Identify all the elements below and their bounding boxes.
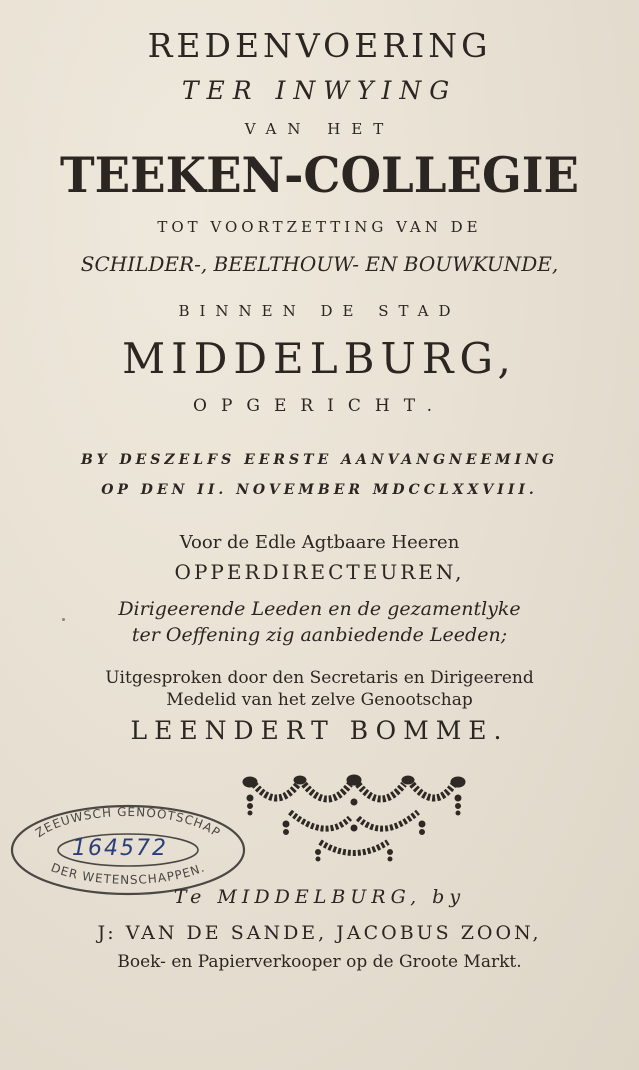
- title-ter-inwying: TER INWYING: [181, 76, 458, 105]
- imprint-bookseller: Boek- en Papierverkooper op de Groote Markt.: [117, 952, 522, 972]
- dedication-line-3: Dirigeerende Leeden en de gezamentlyke: [118, 598, 521, 620]
- imprint-printer: J: VAN DE SANDE, JACOBUS ZOON,: [97, 922, 542, 944]
- stamp-bottom-text: DER WETENSCHAPPEN.: [49, 860, 207, 887]
- title-date: OP DEN II. NOVEMBER MDCCLXXVIII.: [101, 482, 538, 498]
- dedication-line-4: ter Oeffening zig aanbiedende Leeden;: [131, 624, 508, 646]
- title-kunsten: SCHILDER-, BEELTHOUW- EN BOUWKUNDE,: [80, 252, 559, 276]
- svg-text:DER WETENSCHAPPEN.: [49, 860, 207, 887]
- speaker-line-2: Medelid van het zelve Genootschap: [166, 690, 473, 710]
- title-opgericht: OPGERICHT.: [193, 396, 446, 416]
- title-middelburg: MIDDELBURG,: [122, 334, 517, 383]
- title-redenvoering: REDENVOERING: [147, 26, 492, 65]
- svg-text:ZEEUWSCH GENOOTSCHAP: [33, 805, 223, 840]
- title-binnen-de-stad: BINNEN DE STAD: [178, 302, 461, 320]
- stamp-top-text: ZEEUWSCH GENOOTSCHAP: [32, 804, 224, 841]
- author-name: LEENDERT BOMME.: [130, 716, 509, 745]
- dedication-opperdirecteuren: OPPERDIRECTEUREN,: [174, 560, 465, 584]
- dedication-line-1: Voor de Edle Agtbaare Heeren: [179, 532, 460, 553]
- paper-speck: [62, 618, 65, 621]
- stamp-number: 164572: [72, 836, 168, 861]
- title-van-het: VAN HET: [244, 120, 395, 138]
- title-aanvangneeming: BY DESZELFS EERSTE AANVANGNEEMING: [81, 452, 558, 468]
- speaker-line-1: Uitgesproken door den Secretaris en Dirigeerend: [105, 668, 534, 688]
- title-teeken-collegie: TEEKEN-COLLEGIE: [60, 146, 579, 204]
- imprint-place: Te MIDDELBURG, by: [173, 886, 466, 908]
- garland-ornament-icon: [240, 772, 468, 868]
- title-tot-voortzetting: TOT VOORTZETTING VAN DE: [157, 218, 482, 236]
